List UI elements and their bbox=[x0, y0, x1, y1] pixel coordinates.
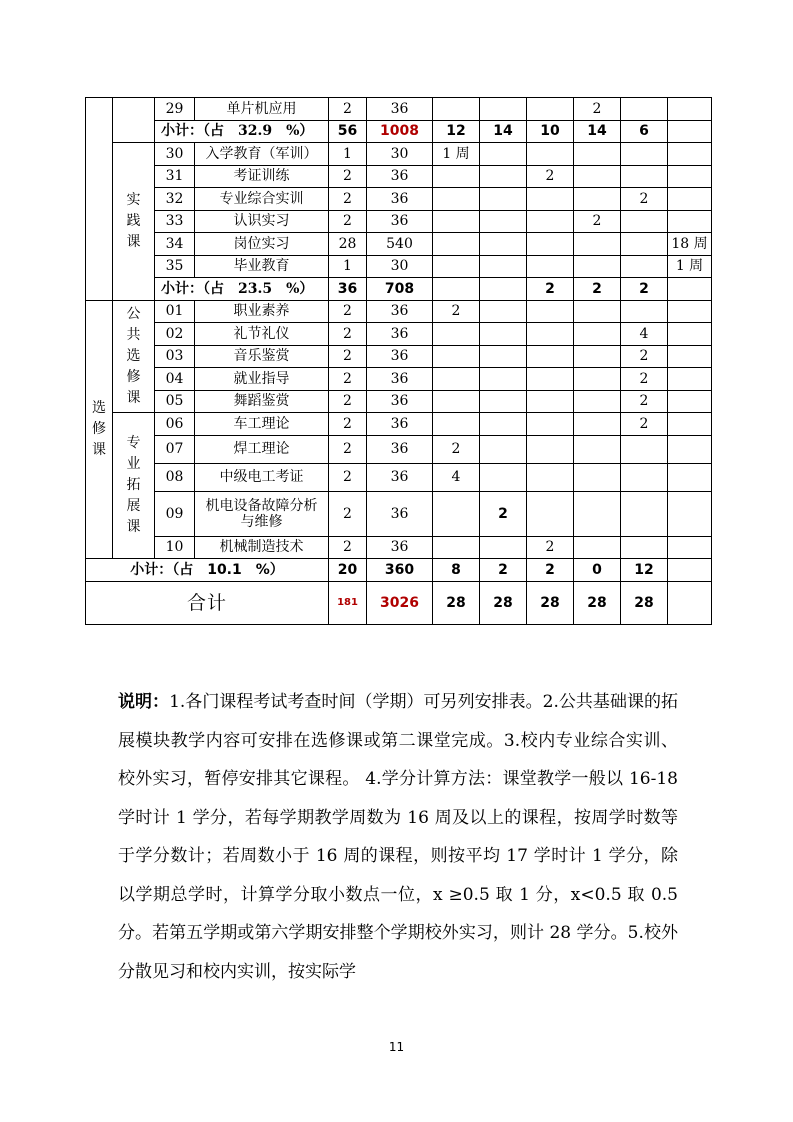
course-name: 岗位实习 bbox=[195, 233, 329, 256]
semester-cell bbox=[480, 233, 527, 256]
semester-cell bbox=[480, 210, 527, 233]
category-label-char: 课 bbox=[92, 441, 106, 458]
category-label-char: 选 bbox=[92, 399, 106, 416]
semester-cell bbox=[527, 413, 574, 436]
semester-cell: 4 bbox=[621, 323, 668, 346]
semester-cell bbox=[668, 188, 712, 211]
semester-cell bbox=[480, 323, 527, 346]
hours-cell: 36 bbox=[367, 98, 433, 121]
semester-cell bbox=[574, 255, 621, 278]
semester-cell bbox=[668, 300, 712, 323]
category-label-char: 实 bbox=[126, 191, 141, 208]
semester-cell bbox=[527, 435, 574, 463]
subtotal-semester bbox=[480, 278, 527, 301]
semester-cell bbox=[433, 165, 480, 188]
table-row bbox=[86, 300, 712, 323]
table-row bbox=[86, 368, 712, 391]
semester-cell bbox=[527, 491, 574, 536]
semester-cell bbox=[574, 368, 621, 391]
hours-cell: 36 bbox=[367, 491, 433, 536]
table-row bbox=[86, 463, 712, 491]
total-semester: 28 bbox=[527, 581, 574, 624]
semester-cell bbox=[480, 255, 527, 278]
category-label-char: 共 bbox=[126, 326, 141, 343]
semester-cell bbox=[668, 98, 712, 121]
course-name: 考证训练 bbox=[195, 165, 329, 188]
course-name: 礼节礼仪 bbox=[195, 323, 329, 346]
table-row bbox=[86, 345, 712, 368]
category-label-char: 修 bbox=[92, 420, 106, 437]
credit-cell: 2 bbox=[329, 435, 367, 463]
subtotal-label: 小计：（占 32.9 %） bbox=[155, 120, 329, 143]
semester-cell: 2 bbox=[621, 368, 668, 391]
note-heading: 说明： bbox=[118, 692, 170, 712]
hours-cell: 36 bbox=[367, 210, 433, 233]
semester-cell bbox=[668, 323, 712, 346]
semester-cell bbox=[621, 210, 668, 233]
course-name: 音乐鉴赏 bbox=[195, 345, 329, 368]
practice-category-label bbox=[113, 143, 155, 301]
semester-cell bbox=[527, 255, 574, 278]
subtotal-credit: 20 bbox=[329, 559, 367, 582]
semester-cell bbox=[574, 491, 621, 536]
category-label-char: 修 bbox=[126, 368, 141, 385]
credit-cell: 2 bbox=[329, 323, 367, 346]
semester-cell bbox=[668, 413, 712, 436]
semester-cell bbox=[527, 368, 574, 391]
subtotal-semester: 10 bbox=[527, 120, 574, 143]
table-row bbox=[86, 323, 712, 346]
semester-cell bbox=[574, 435, 621, 463]
course-number: 01 bbox=[155, 300, 195, 323]
semester-cell bbox=[668, 368, 712, 391]
course-number: 29 bbox=[155, 98, 195, 121]
total-semester: 28 bbox=[433, 581, 480, 624]
semester-cell bbox=[574, 536, 621, 559]
category-label-char: 业 bbox=[126, 456, 141, 472]
semester-cell bbox=[433, 323, 480, 346]
subtotal-semester: 12 bbox=[433, 120, 480, 143]
credit-cell: 2 bbox=[329, 345, 367, 368]
note-text: 1.各门课程考试考查时间（学期）可另列安排表。2.公共基础课的拓展模块教学内容可安排在选修课或第二课堂完成。3.校内专业综合实训、校外实习，暂停安排其它课程。 4.学分计算方法：课堂教学一般以 16-18 学时计 1 学分，若每学期教学周数为 16 周及以上的课程，按周学时数等于学分数计；若周数小于 16 周的课程，则按平均 17 学时计 1 学分，除以学期总学时，计算学分取小数点一位，x ≥0.5 取 1 分，x<0.5 取 0.5 分。若第五学期或第六学期安排整个学期校外实习，则计 28 学分。5.校外分散见习和校内实训，按实际学 bbox=[118, 692, 678, 982]
subtotal-semester: 6 bbox=[621, 120, 668, 143]
subtotal-semester bbox=[668, 559, 712, 582]
semester-cell: 2 bbox=[433, 435, 480, 463]
semester-cell bbox=[574, 165, 621, 188]
course-number: 04 bbox=[155, 368, 195, 391]
course-name: 认识实习 bbox=[195, 210, 329, 233]
category-label-char: 课 bbox=[126, 233, 141, 250]
semester-cell: 1 周 bbox=[668, 255, 712, 278]
category-label-char: 拓 bbox=[126, 477, 141, 493]
table-row bbox=[86, 98, 712, 121]
total-semester bbox=[668, 581, 712, 624]
semester-cell: 2 bbox=[480, 491, 527, 536]
course-number: 31 bbox=[155, 165, 195, 188]
credit-cell: 2 bbox=[329, 300, 367, 323]
category-label-char: 专 bbox=[126, 435, 141, 451]
course-name: 焊工理论 bbox=[195, 435, 329, 463]
semester-cell bbox=[668, 536, 712, 559]
hours-cell: 36 bbox=[367, 463, 433, 491]
semester-cell bbox=[574, 463, 621, 491]
subtotal-semester bbox=[668, 278, 712, 301]
page-number: 11 bbox=[388, 1040, 405, 1054]
semester-cell bbox=[527, 188, 574, 211]
course-number: 06 bbox=[155, 413, 195, 436]
total-semester: 28 bbox=[574, 581, 621, 624]
credit-cell: 2 bbox=[329, 491, 367, 536]
semester-cell bbox=[527, 390, 574, 413]
semester-cell: 1 周 bbox=[433, 143, 480, 166]
course-number: 07 bbox=[155, 435, 195, 463]
semester-cell: 2 bbox=[433, 300, 480, 323]
credit-cell: 1 bbox=[329, 255, 367, 278]
semester-cell: 2 bbox=[621, 188, 668, 211]
credit-cell: 2 bbox=[329, 463, 367, 491]
subtotal-semester bbox=[668, 120, 712, 143]
course-number: 03 bbox=[155, 345, 195, 368]
semester-cell bbox=[621, 300, 668, 323]
subtotal-semester: 14 bbox=[480, 120, 527, 143]
course-number: 08 bbox=[155, 463, 195, 491]
table-row bbox=[86, 491, 712, 536]
course-name: 就业指导 bbox=[195, 368, 329, 391]
hours-cell: 36 bbox=[367, 300, 433, 323]
semester-cell bbox=[480, 188, 527, 211]
total-semester: 28 bbox=[480, 581, 527, 624]
semester-cell bbox=[480, 413, 527, 436]
course-name: 毕业教育 bbox=[195, 255, 329, 278]
subtotal-semester bbox=[433, 278, 480, 301]
semester-cell bbox=[621, 98, 668, 121]
semester-cell bbox=[433, 233, 480, 256]
hours-cell: 36 bbox=[367, 345, 433, 368]
semester-cell bbox=[621, 463, 668, 491]
section-column-blank bbox=[113, 98, 155, 143]
table-row bbox=[86, 188, 712, 211]
category-label-char: 课 bbox=[126, 519, 141, 535]
semester-cell: 2 bbox=[621, 413, 668, 436]
semester-cell: 2 bbox=[574, 98, 621, 121]
semester-cell bbox=[433, 345, 480, 368]
credit-cell: 2 bbox=[329, 536, 367, 559]
semester-cell bbox=[433, 98, 480, 121]
semester-cell: 18 周 bbox=[668, 233, 712, 256]
table-row bbox=[86, 233, 712, 256]
semester-cell bbox=[527, 210, 574, 233]
course-name: 车工理论 bbox=[195, 413, 329, 436]
semester-cell bbox=[433, 536, 480, 559]
semester-cell bbox=[527, 143, 574, 166]
subtotal-credit: 36 bbox=[329, 278, 367, 301]
semester-cell bbox=[527, 98, 574, 121]
semester-cell: 2 bbox=[527, 165, 574, 188]
semester-cell bbox=[621, 165, 668, 188]
semester-cell bbox=[527, 300, 574, 323]
credit-cell: 1 bbox=[329, 143, 367, 166]
hours-cell: 36 bbox=[367, 188, 433, 211]
semester-cell bbox=[433, 255, 480, 278]
semester-cell bbox=[433, 188, 480, 211]
semester-cell bbox=[574, 413, 621, 436]
semester-cell bbox=[668, 143, 712, 166]
semester-cell bbox=[574, 143, 621, 166]
hours-cell: 36 bbox=[367, 435, 433, 463]
semester-cell bbox=[480, 345, 527, 368]
table-row bbox=[86, 413, 712, 436]
hours-cell: 36 bbox=[367, 368, 433, 391]
semester-cell bbox=[574, 390, 621, 413]
subtotal-label: 小计：（占 10.1 %） bbox=[86, 559, 329, 582]
course-name-line: 与维修 bbox=[240, 513, 283, 530]
category-label-char: 选 bbox=[126, 347, 141, 364]
course-name: 单片机应用 bbox=[195, 98, 329, 121]
course-number: 05 bbox=[155, 390, 195, 413]
semester-cell bbox=[668, 463, 712, 491]
semester-cell bbox=[621, 143, 668, 166]
hours-cell: 540 bbox=[367, 233, 433, 256]
semester-cell bbox=[480, 165, 527, 188]
subtotal-semester: 2 bbox=[527, 559, 574, 582]
semester-cell bbox=[574, 345, 621, 368]
subtotal-semester: 2 bbox=[621, 278, 668, 301]
credit-cell: 2 bbox=[329, 413, 367, 436]
category-column-blank bbox=[86, 98, 113, 301]
semester-cell: 2 bbox=[574, 210, 621, 233]
subtotal-hours: 1008 bbox=[367, 120, 433, 143]
subtotal-semester: 0 bbox=[574, 559, 621, 582]
subtotal-semester: 12 bbox=[621, 559, 668, 582]
semester-cell bbox=[621, 233, 668, 256]
subtotal-hours: 708 bbox=[367, 278, 433, 301]
semester-cell bbox=[668, 210, 712, 233]
semester-cell bbox=[480, 390, 527, 413]
total-credit: 181 bbox=[329, 581, 367, 624]
semester-cell bbox=[621, 435, 668, 463]
total-label: 合计 bbox=[86, 581, 329, 624]
semester-cell bbox=[480, 463, 527, 491]
table-row bbox=[86, 255, 712, 278]
subtotal-semester: 2 bbox=[527, 278, 574, 301]
course-number: 02 bbox=[155, 323, 195, 346]
semester-cell: 2 bbox=[621, 390, 668, 413]
semester-cell bbox=[527, 463, 574, 491]
course-name-line: 机电设备故障分析 bbox=[205, 497, 318, 514]
hours-cell: 36 bbox=[367, 390, 433, 413]
subtotal-hours: 360 bbox=[367, 559, 433, 582]
table-row bbox=[86, 581, 712, 624]
credit-cell: 2 bbox=[329, 210, 367, 233]
semester-cell bbox=[480, 536, 527, 559]
course-number: 10 bbox=[155, 536, 195, 559]
course-name: 专业综合实训 bbox=[195, 188, 329, 211]
credit-cell: 2 bbox=[329, 368, 367, 391]
course-name: 机械制造技术 bbox=[195, 536, 329, 559]
semester-cell bbox=[621, 255, 668, 278]
table-row bbox=[86, 435, 712, 463]
semester-cell bbox=[621, 491, 668, 536]
semester-cell bbox=[668, 390, 712, 413]
course-number: 35 bbox=[155, 255, 195, 278]
category-label-char: 展 bbox=[126, 498, 141, 514]
semester-cell bbox=[433, 210, 480, 233]
semester-cell bbox=[480, 368, 527, 391]
semester-cell bbox=[668, 165, 712, 188]
semester-cell bbox=[480, 98, 527, 121]
table-row bbox=[86, 559, 712, 582]
semester-cell bbox=[433, 413, 480, 436]
semester-cell bbox=[433, 491, 480, 536]
credit-cell: 2 bbox=[329, 390, 367, 413]
credit-cell: 2 bbox=[329, 98, 367, 121]
semester-cell bbox=[574, 188, 621, 211]
subtotal-semester: 14 bbox=[574, 120, 621, 143]
explanation-note bbox=[118, 683, 678, 991]
course-number: 33 bbox=[155, 210, 195, 233]
semester-cell bbox=[668, 345, 712, 368]
semester-cell bbox=[668, 491, 712, 536]
hours-cell: 30 bbox=[367, 255, 433, 278]
table-row bbox=[86, 536, 712, 559]
hours-cell: 36 bbox=[367, 413, 433, 436]
semester-cell bbox=[480, 435, 527, 463]
table-row bbox=[86, 143, 712, 166]
course-name: 中级电工考证 bbox=[195, 463, 329, 491]
semester-cell: 4 bbox=[433, 463, 480, 491]
semester-cell bbox=[574, 323, 621, 346]
course-number: 32 bbox=[155, 188, 195, 211]
semester-cell: 2 bbox=[621, 345, 668, 368]
table-row bbox=[86, 278, 712, 301]
public-elective-label bbox=[113, 300, 155, 413]
semester-cell bbox=[527, 233, 574, 256]
elective-category-label bbox=[86, 300, 113, 559]
total-semester: 28 bbox=[621, 581, 668, 624]
course-name bbox=[195, 491, 329, 536]
major-extension-label bbox=[113, 413, 155, 559]
semester-cell bbox=[433, 390, 480, 413]
table-row bbox=[86, 210, 712, 233]
curriculum-table bbox=[85, 97, 712, 625]
course-name: 舞蹈鉴赏 bbox=[195, 390, 329, 413]
table-row bbox=[86, 390, 712, 413]
category-label-char: 公 bbox=[126, 305, 141, 322]
subtotal-label: 小计：（占 23.5 %） bbox=[155, 278, 329, 301]
course-name: 职业素养 bbox=[195, 300, 329, 323]
category-label-char: 践 bbox=[126, 212, 141, 229]
subtotal-semester: 8 bbox=[433, 559, 480, 582]
table-row bbox=[86, 165, 712, 188]
subtotal-semester: 2 bbox=[574, 278, 621, 301]
semester-cell bbox=[574, 233, 621, 256]
course-name: 入学教育（军训） bbox=[195, 143, 329, 166]
hours-cell: 36 bbox=[367, 536, 433, 559]
semester-cell bbox=[668, 435, 712, 463]
subtotal-semester: 2 bbox=[480, 559, 527, 582]
total-hours: 3026 bbox=[367, 581, 433, 624]
credit-cell: 2 bbox=[329, 165, 367, 188]
semester-cell: 2 bbox=[527, 536, 574, 559]
semester-cell bbox=[433, 368, 480, 391]
credit-cell: 2 bbox=[329, 188, 367, 211]
semester-cell bbox=[574, 300, 621, 323]
semester-cell bbox=[621, 536, 668, 559]
subtotal-credit: 56 bbox=[329, 120, 367, 143]
semester-cell bbox=[480, 143, 527, 166]
course-number: 09 bbox=[155, 491, 195, 536]
hours-cell: 30 bbox=[367, 143, 433, 166]
credit-cell: 28 bbox=[329, 233, 367, 256]
hours-cell: 36 bbox=[367, 323, 433, 346]
semester-cell bbox=[527, 323, 574, 346]
table-row bbox=[86, 120, 712, 143]
semester-cell bbox=[527, 345, 574, 368]
course-number: 34 bbox=[155, 233, 195, 256]
semester-cell bbox=[480, 300, 527, 323]
course-number: 30 bbox=[155, 143, 195, 166]
category-label-char: 课 bbox=[126, 389, 141, 406]
hours-cell: 36 bbox=[367, 165, 433, 188]
